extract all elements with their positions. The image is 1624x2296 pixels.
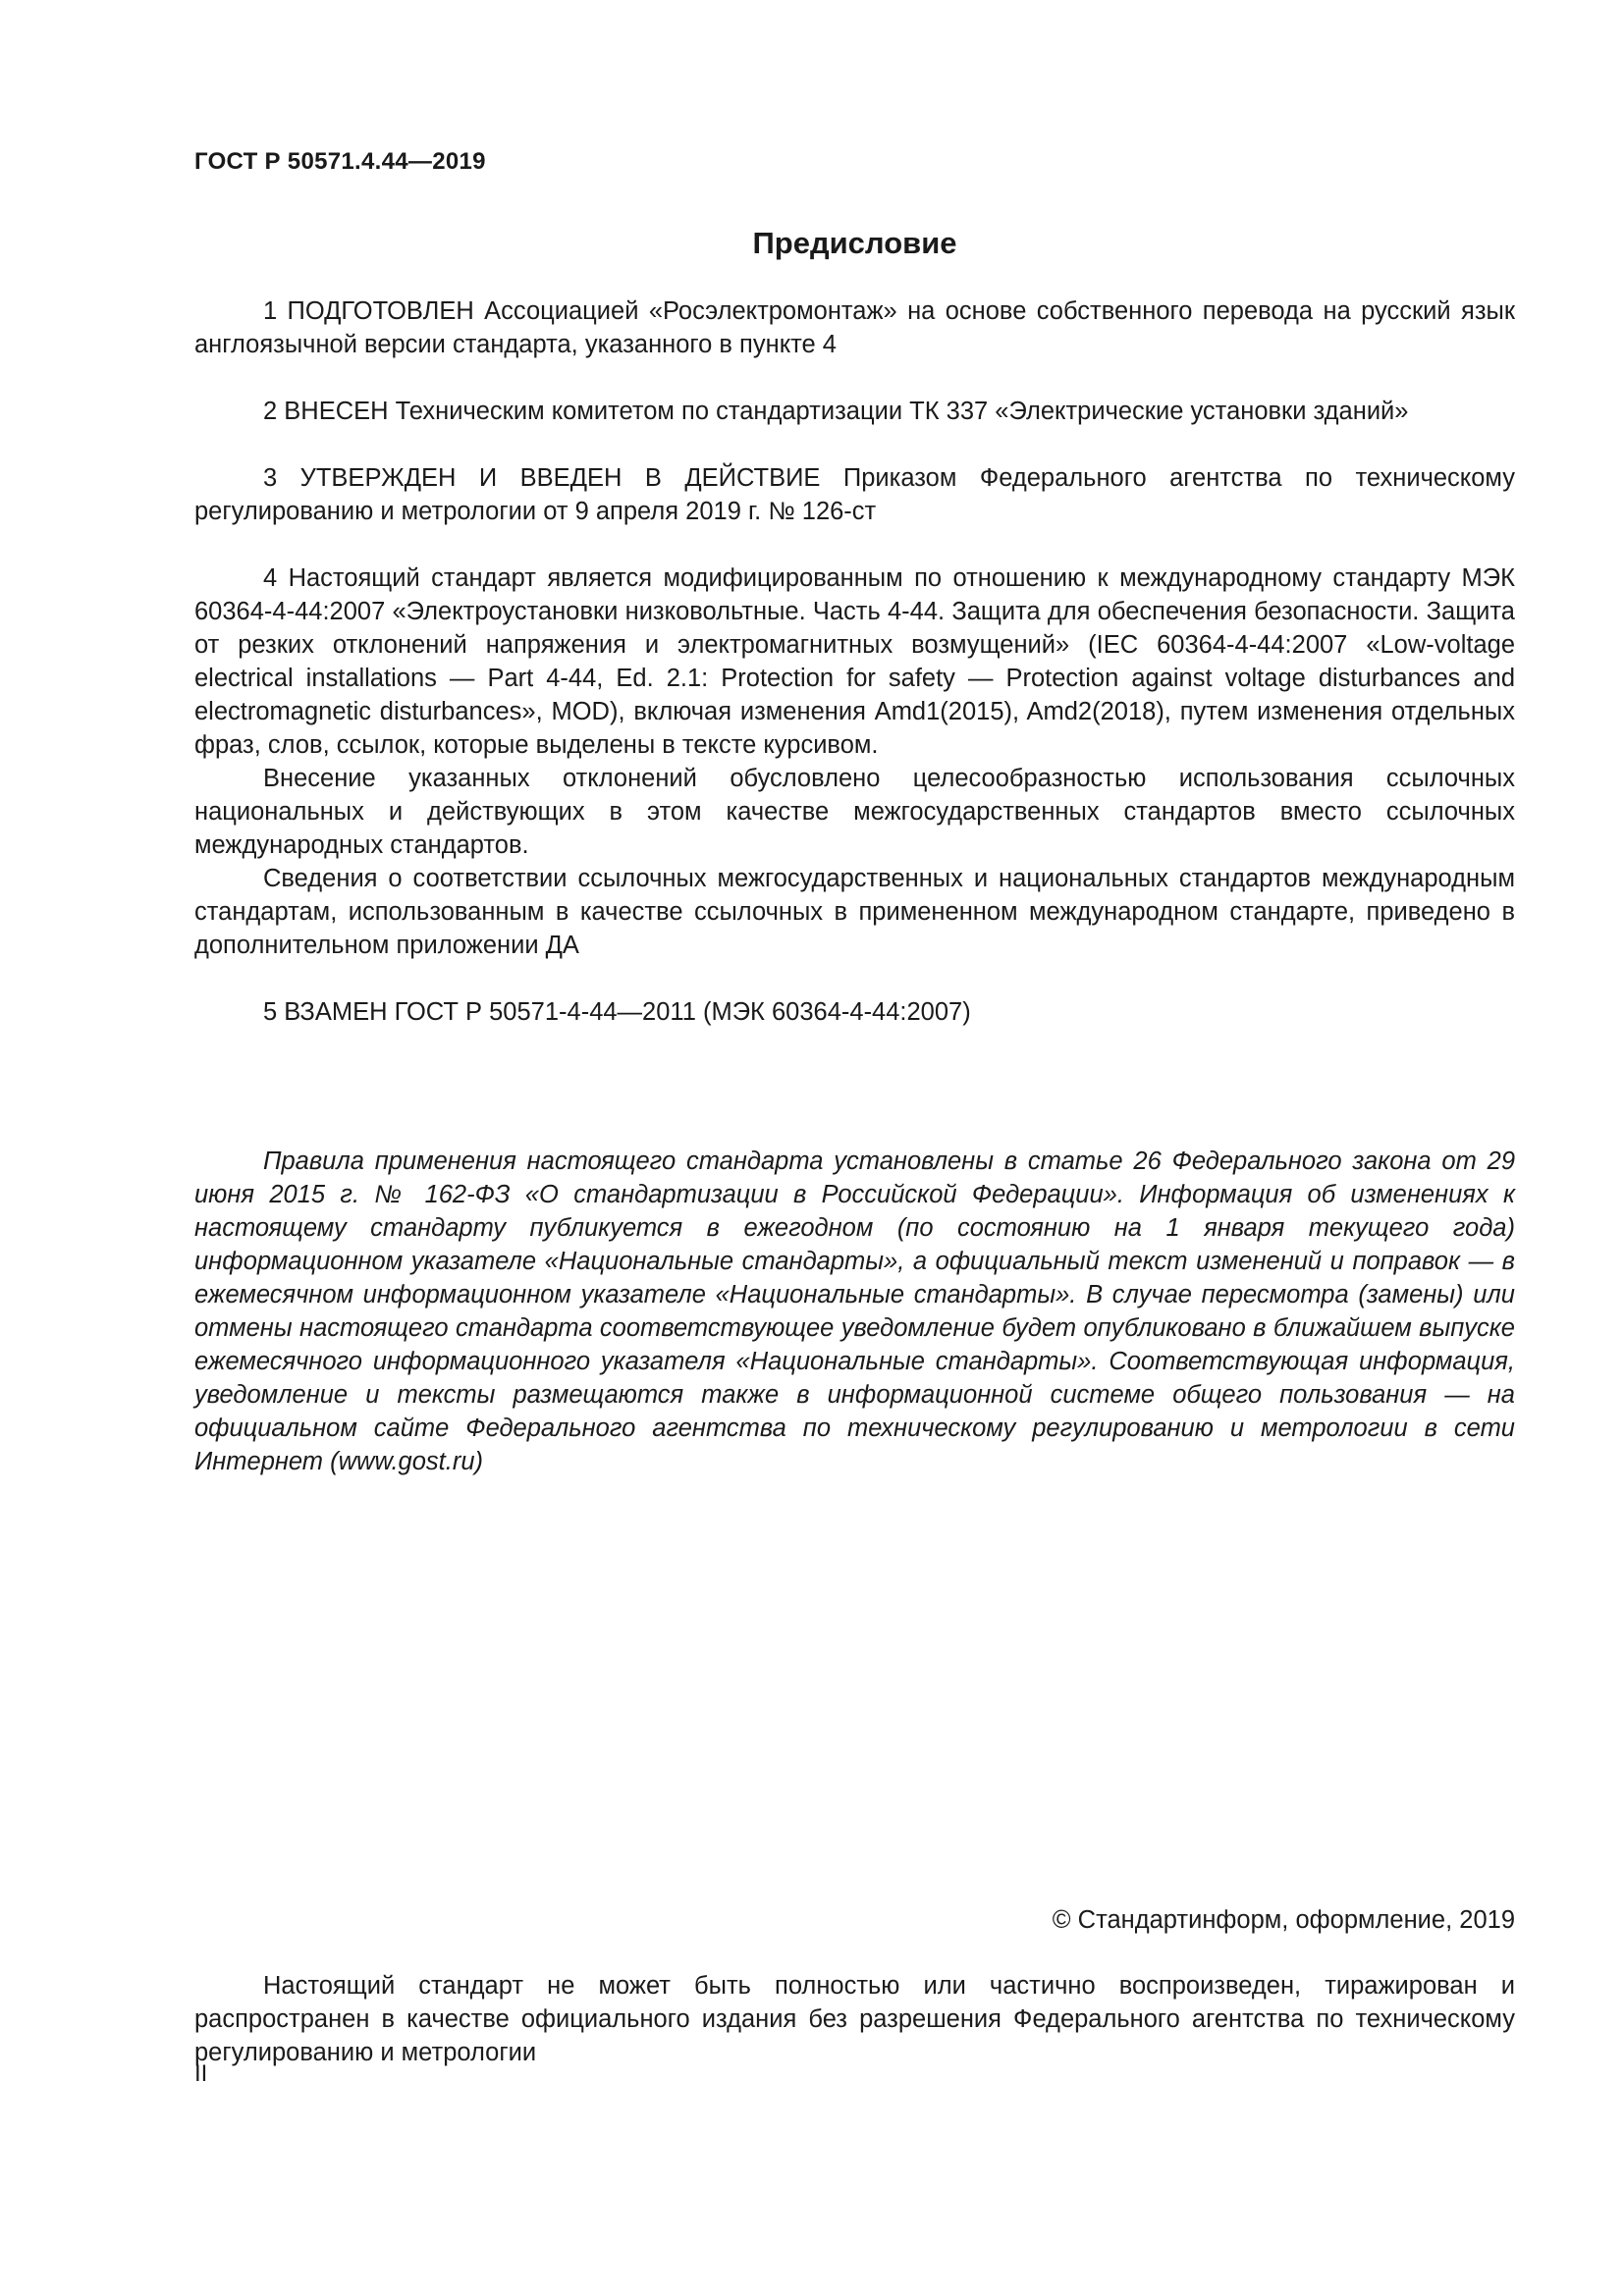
paragraph-correspondence: Сведения о соответствии ссылочных межгосударственных и национальных стандартов международным стандартам, использованным в качестве ссылочных в примененном международном стандарте, приведено в дополнительном приложении ДА: [194, 865, 1515, 959]
foreword-body: [194, 294, 1515, 1029]
paragraph-modified-standard: 4 Настоящий стандарт является модифицированным по отношению к международному стандарту МЭК 60364-4-44:2007 «Электроустановки низковольтные. Часть 4-44. Защита для обеспечения безопасности. Защита от резких отклонений напряжения и электромагнитных возмущений» (IEC 60364-4-44:2007 «Low-voltage electrical installations — Part 4-44, Ed. 2.1: Protection for safety — Protection against voltage disturbances and electromagnetic disturbances», MOD), включая изменения Amd1(2015), Amd2(2018), путем изменения отдельных фраз, слов, ссылок, которые выделены в тексте курсивом.: [194, 564, 1515, 759]
page-title: Предисловие: [752, 226, 957, 260]
paragraph-approved: 3 УТВЕРЖДЕН И ВВЕДЕН В ДЕЙСТВИЕ Приказом Федерального агентства по техническому регулированию и метрологии от 9 апреля 2019 г. № 126-ст: [194, 464, 1515, 525]
application-rules-notice: Правила применения настоящего стандарта установлены в статье 26 Федерального закона от 29 июня 2015 г. № 162-ФЗ «О стандартизации в Российской Федерации». Информация об изменениях к настоящему стандарту публикуется в ежегодном (по состоянию на 1 января текущего года) информационном указателе «Национальные стандарты», а официальный текст изменений и поправок — в ежемесячном информационном указателе «Национальные стандарты». В случае пересмотра (замены) или отмены настоящего стандарта соответствующее уведомление будет опубликовано в ближайшем выпуске ежемесячного информационного указателя «Национальные стандарты». Соответствующая информация, уведомление и тексты размещаются также в информационной системе общего пользования — на официальном сайте Федерального агентства по техническому регулированию и метрологии в сети Интернет (www.gost.ru): [194, 1148, 1515, 1475]
paragraph-deviations: Внесение указанных отклонений обусловлено целесообразностью использования ссылочных национальных и действующих в этом качестве межгосударственных стандартов вместо ссылочных международных стандартов.: [194, 765, 1515, 859]
paragraph-prepared: 1 ПОДГОТОВЛЕН Ассоциацией «Росэлектромонтаж» на основе собственного перевода на русский язык англоязычной версии стандарта, указанного в пункте 4: [194, 297, 1515, 358]
document-code-header: ГОСТ Р 50571.4.44—2019: [194, 148, 486, 175]
page-number: II: [194, 2060, 208, 2087]
document-page: [194, 0, 1515, 2296]
paragraph-submitted: 2 ВНЕСЕН Техническим комитетом по стандартизации ТК 337 «Электрические установки зданий»: [263, 398, 1409, 425]
paragraph-replaces: 5 ВЗАМЕН ГОСТ Р 50571-4-44—2011 (МЭК 60364-4-44:2007): [263, 998, 971, 1026]
copyright-line: © Стандартинформ, оформление, 2019: [1052, 1906, 1515, 1934]
reproduction-notice: Настоящий стандарт не может быть полностью или частично воспроизведен, тиражирован и распространен в качестве официального издания без разрешения Федерального агентства по техническому регулированию и метрологии: [194, 1972, 1515, 2066]
